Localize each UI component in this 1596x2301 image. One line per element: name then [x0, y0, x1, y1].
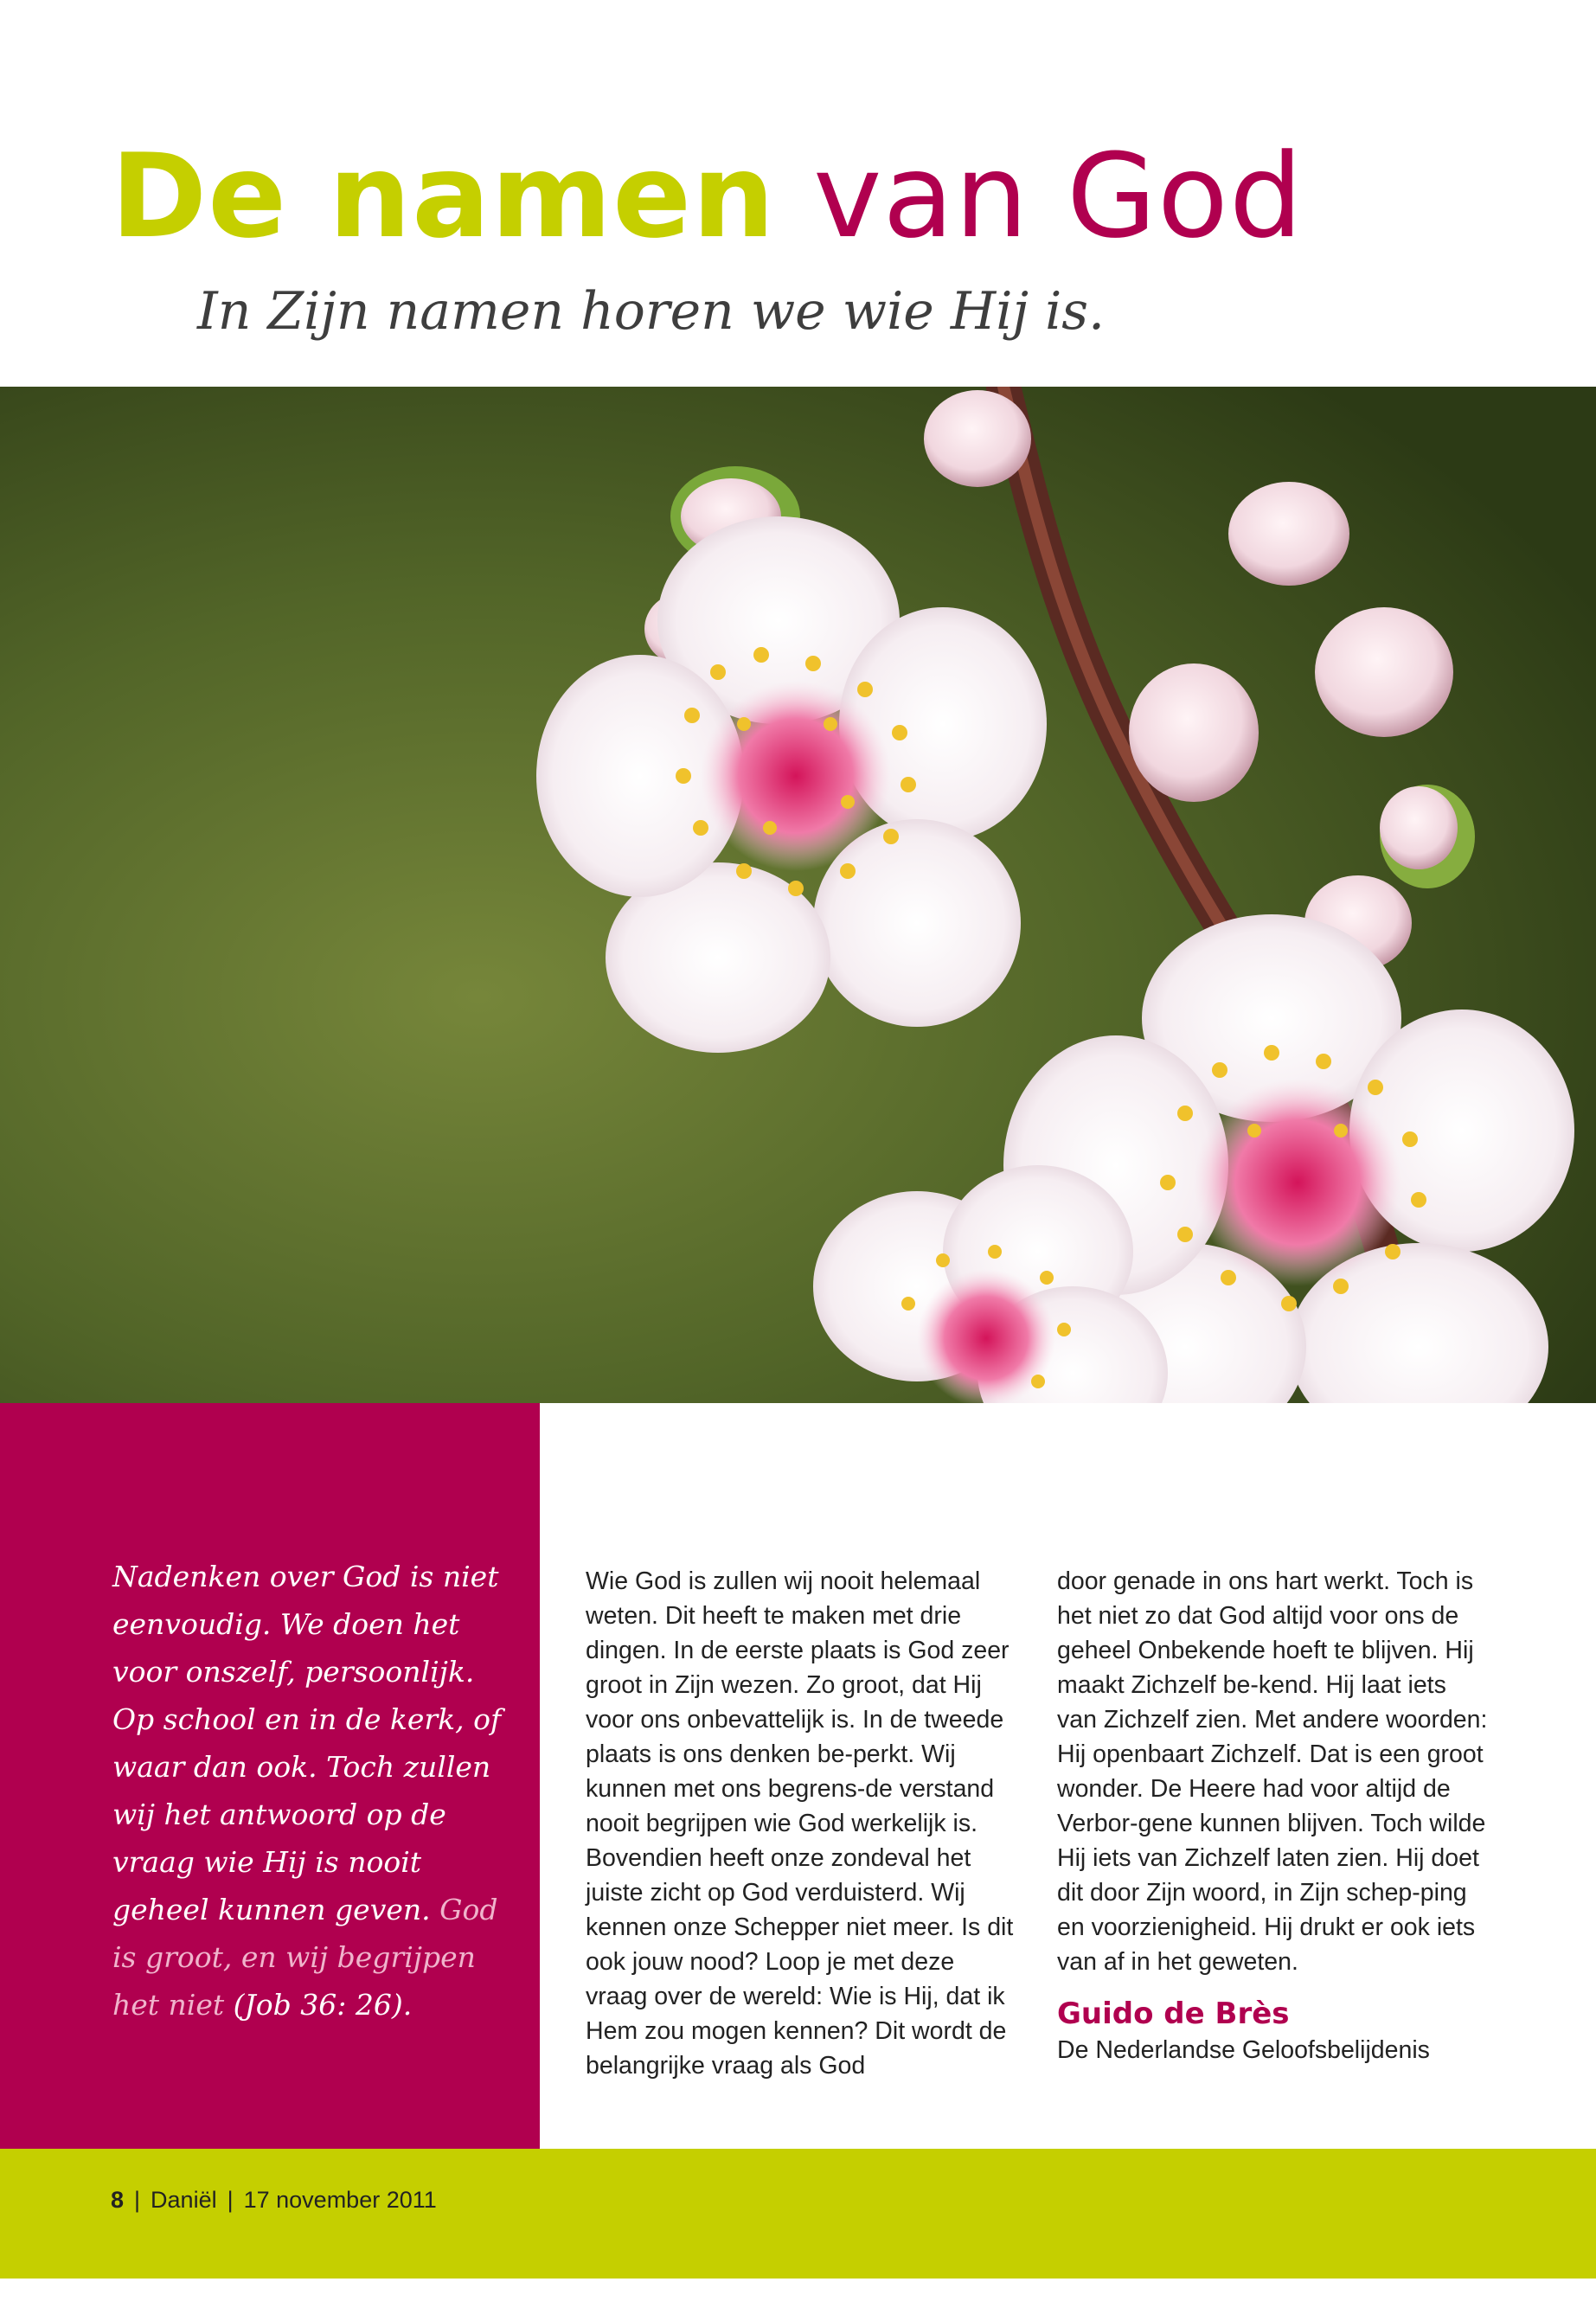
title-light: van God	[813, 129, 1304, 264]
publication-date: 17 november 2011	[243, 2187, 437, 2213]
body-column-1	[586, 1564, 1018, 2083]
intro-reference: (Job 36: 26).	[233, 1988, 413, 2022]
footer	[111, 2187, 437, 2214]
footer-separator-2: |	[227, 2187, 234, 2213]
intro-quote: God is groot, en wij begrijpen het niet	[112, 1893, 498, 2022]
body-column-2	[1057, 1564, 1490, 2067]
page-title	[111, 129, 1304, 264]
footer-separator-1: |	[134, 2187, 141, 2213]
column2-paragraph-1: door genade in ons hart werkt. Toch is het niet zo dat God altijd voor ons de geheel Onbekende hoeft te blijven. Hij maakt Zichzelf be-kend. Hij laat iets van Zichzelf zien. Met andere woorden: Hij openbaart Zichzelf. Dat is een groot wonder. De Heere had voor altijd de Verbor-gene kunnen blijven. Toch wilde Hij iets van Zichzelf laten zien. Hij doet dit door Zijn woord, in Zijn schep-ping en voorzienigheid. Hij drukt er ook iets van af in het geweten.	[1057, 1567, 1488, 1976]
publication-name: Daniël	[151, 2187, 217, 2213]
page-subtitle: In Zijn namen horen we wie Hij is.	[197, 281, 1106, 342]
author-name: Guido de Brès	[1057, 1997, 1290, 2031]
author-source: De Nederlandse Geloofsbelijdenis	[1057, 2036, 1430, 2064]
footer-bar	[0, 2149, 1596, 2279]
blossom-photo	[0, 387, 1596, 1403]
blossom-illustration	[0, 387, 1596, 1403]
intro-text: Nadenken over God is niet eenvoudig. We doen het voor onszelf, persoonlijk. Op school en in de kerk, of waar dan ook. Toch zullen wij het antwoord op de vraag wie Hij is nooit geheel kunnen geven.	[112, 1560, 502, 1926]
column1-paragraph-1: Wie God is zullen wij nooit helemaal weten. Dit heeft te maken met drie dingen. In de eerste plaats is God zeer groot in Zijn wezen. Zo groot, dat Hij voor ons onbevattelijk is. In de tweede plaats is ons denken be-perkt. Wij kunnen met ons begrens-de verstand nooit begrijpen wie God werkelijk is.	[586, 1567, 1010, 1837]
title-bold: De namen	[111, 129, 776, 264]
column1-paragraph-2: Bovendien heeft onze zondeval het juiste zicht op God verduisterd. Wij kennen onze Schepper niet meer. Is dit ook jouw nood? Loop je met deze vraag over de wereld: Wie is Hij, dat ik Hem zou mogen kennen? Dit wordt de belangrijke vraag als God	[586, 1844, 1014, 2080]
intro-text-block	[112, 1553, 519, 2029]
page-number: 8	[111, 2187, 125, 2213]
